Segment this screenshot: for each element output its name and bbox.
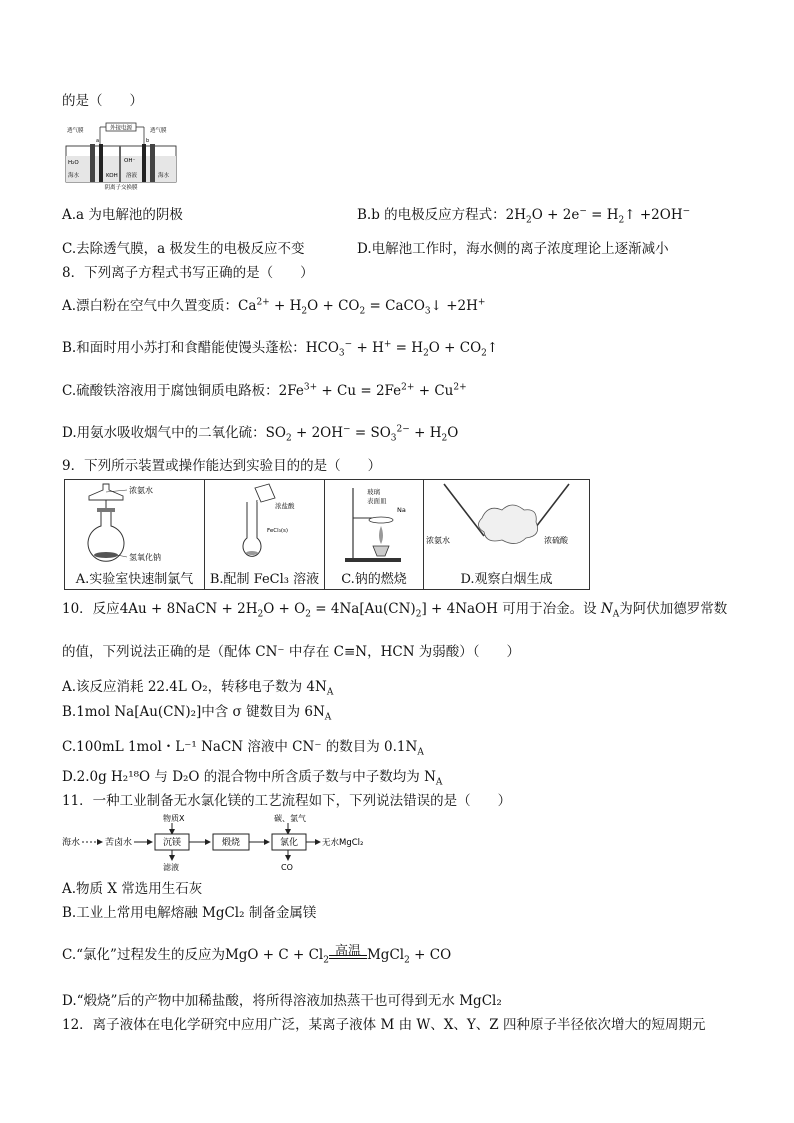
seawater-right-label: 海水 xyxy=(158,173,170,179)
q7-option-b: B.b 的电极反应方程式：$2H_2O + 2e^-$ = $H_2↑ +2OH^-$ xyxy=(357,206,691,226)
precip-label: 沉镁 xyxy=(162,838,182,848)
q10-option-a: A.该反应消耗 22.4L O₂，转移电子数为 $4N_A$ xyxy=(62,679,334,698)
conc-ammonia-label: 浓氨水 xyxy=(129,486,153,495)
q7-option-c: C.去除透气膜，a 极发生的电极反应不变 xyxy=(62,241,305,257)
ext-power-label: 外接电源 xyxy=(109,125,133,132)
q12-stem: 12．离子液体在电化学研究中应用广泛，某离子液体 M 由 W、X、Y、Z 四种原子半径依次增大的短周期元 xyxy=(62,1017,706,1033)
q9-cell-a xyxy=(65,480,205,590)
q7-stem-tail: 的是（ ） xyxy=(62,93,143,109)
q10-option-c: C.100mL 1mol・L⁻¹ NaCN 溶液中 CN⁻ 的数目为 $0.1N_A$ xyxy=(62,739,424,758)
oh-label: OH⁻ xyxy=(124,158,136,164)
high-temp-condition: 高温 xyxy=(334,944,361,959)
conc-hcl-label: 浓盐酸 xyxy=(275,502,295,510)
q8-option-d: D.用氨水吸收烟气中的二氧化硫：$SO_2 + 2OH^- = SO_3^{2-} + H_2O$ xyxy=(62,424,459,444)
membrane-right-label: 透气膜 xyxy=(150,128,167,134)
seawater-label: 海水 xyxy=(62,838,81,848)
q9-caption-c: C.钠的燃烧 xyxy=(341,572,407,587)
q9-caption-d: D.观察白烟生成 xyxy=(460,572,553,587)
q11-process-flow xyxy=(62,812,382,876)
chlorinate-label: 氯化 xyxy=(279,838,299,848)
q10-stem: 10．反应4Au + 8NaCN + $2H_2O + O_2 = 4Na[Au(CN)_2]$ + 4NaOH 可用于冶金。设 $N_A$为阿伏加德罗常数 xyxy=(62,601,728,620)
q8-stem: 8．下列离子方程式书写正确的是（ ） xyxy=(62,265,314,281)
calcine-label: 煅烧 xyxy=(221,838,241,848)
q9-caption-a: A.实验室快速制氯气 xyxy=(75,572,194,587)
mgcl2-flow-diagram xyxy=(62,812,382,872)
substance-x-label: 物质X xyxy=(163,814,185,823)
fecl3-label: FeCl₃(s) xyxy=(267,528,288,534)
solution-label: 溶液 xyxy=(126,173,138,179)
white-smoke-diagram xyxy=(424,480,589,566)
q11-option-b: B.工业上常用电解熔融 MgCl₂ 制备金属镁 xyxy=(62,905,317,921)
q8-option-c: C.硫酸铁溶液用于腐蚀铜质电路板：$2Fe^{3+} + Cu = 2Fe^{2+} + Cu^{2+}$ xyxy=(62,382,467,399)
co-label: CO xyxy=(281,863,293,872)
glass-label: 玻璃 xyxy=(367,488,380,496)
q7-option-a: A.a 为电解池的阴极 xyxy=(62,207,183,223)
q7-electrolysis-figure xyxy=(64,122,178,190)
q8-option-b: B.和面时用小苏打和食醋能使馒头蓬松：$HCO_3^- + H^+ = H_2O$ + $CO_2↑$ xyxy=(62,339,499,359)
q9-caption-b: B.配制 FeCl₃ 溶液 xyxy=(209,572,320,587)
q11-stem: 11．一种工业制备无水氯化镁的工艺流程如下，下列说法错误的是（ ） xyxy=(62,793,512,809)
left-bottle-label: 浓氨水 xyxy=(426,536,450,545)
sodium-burning-diagram xyxy=(325,480,423,566)
naoh-label: 氢氧化钠 xyxy=(129,553,161,562)
right-bottle-label: 浓硫酸 xyxy=(544,536,568,545)
q11-option-c: C.“氯化”过程发生的反应为MgO + $C + Cl_2$ 高温 MgCl$_2$ + CO xyxy=(62,944,452,966)
q8-option-a: A.漂白粉在空气中久置变质：$Ca^{2+} + H_2O + CO_2$ = CaCO$_3$↓ +2H+ xyxy=(62,297,486,317)
q10-stem-line2: 的值，下列说法正确的是（配体 CN⁻ 中存在 C≡N，HCN 为弱酸）（ ） xyxy=(62,644,521,660)
q7-option-d: D.电解池工作时，海水侧的离子浓度理论上逐渐减小 xyxy=(357,241,669,257)
anion-membrane-label: 阴离子交换膜 xyxy=(104,185,138,190)
electrode-b-label: b xyxy=(146,138,150,144)
membrane-left-label: 透气膜 xyxy=(67,128,84,134)
carbon-chlorine-label: 碳、氯气 xyxy=(274,814,306,823)
electrolysis-diagram xyxy=(64,122,178,190)
q9-stem: 9．下列所示装置或操作能达到实验目的的是（ ） xyxy=(62,458,382,474)
fecl3-apparatus-diagram xyxy=(205,480,324,566)
seawater-left-label: 海水 xyxy=(68,173,80,179)
q9-cell-d xyxy=(424,480,590,590)
q9-cell-b xyxy=(205,480,325,590)
koh-label: KOH xyxy=(106,173,118,179)
product-label: 无水MgCl₂ xyxy=(322,838,364,848)
q11-option-a: A.物质 X 常选用生石灰 xyxy=(62,881,203,897)
q9-apparatus-table xyxy=(64,479,590,590)
h2o-label: H₂O xyxy=(68,160,79,166)
q9-cell-c xyxy=(325,480,424,590)
electrode-a-label: a xyxy=(96,138,100,144)
q10-option-d: D.2.0g H₂¹⁸O 与 D₂O 的混合物中所含质子数与中子数均为 $N_A$ xyxy=(62,769,443,788)
q11-option-d: D.“煅烧”后的产物中加稀盐酸，将所得溶液加热蒸干也可得到无水 MgCl₂ xyxy=(62,993,502,1009)
chlorine-apparatus-diagram xyxy=(65,480,204,566)
q10-option-b: B.1mol Na[Au(CN)₂]中含 σ 键数目为 $6N_A$ xyxy=(62,704,332,723)
na-label: Na xyxy=(397,506,406,514)
filtrate-label: 滤液 xyxy=(163,863,179,872)
dish-label: 表面皿 xyxy=(367,497,387,505)
brine-label: 苦卤水 xyxy=(105,838,133,848)
